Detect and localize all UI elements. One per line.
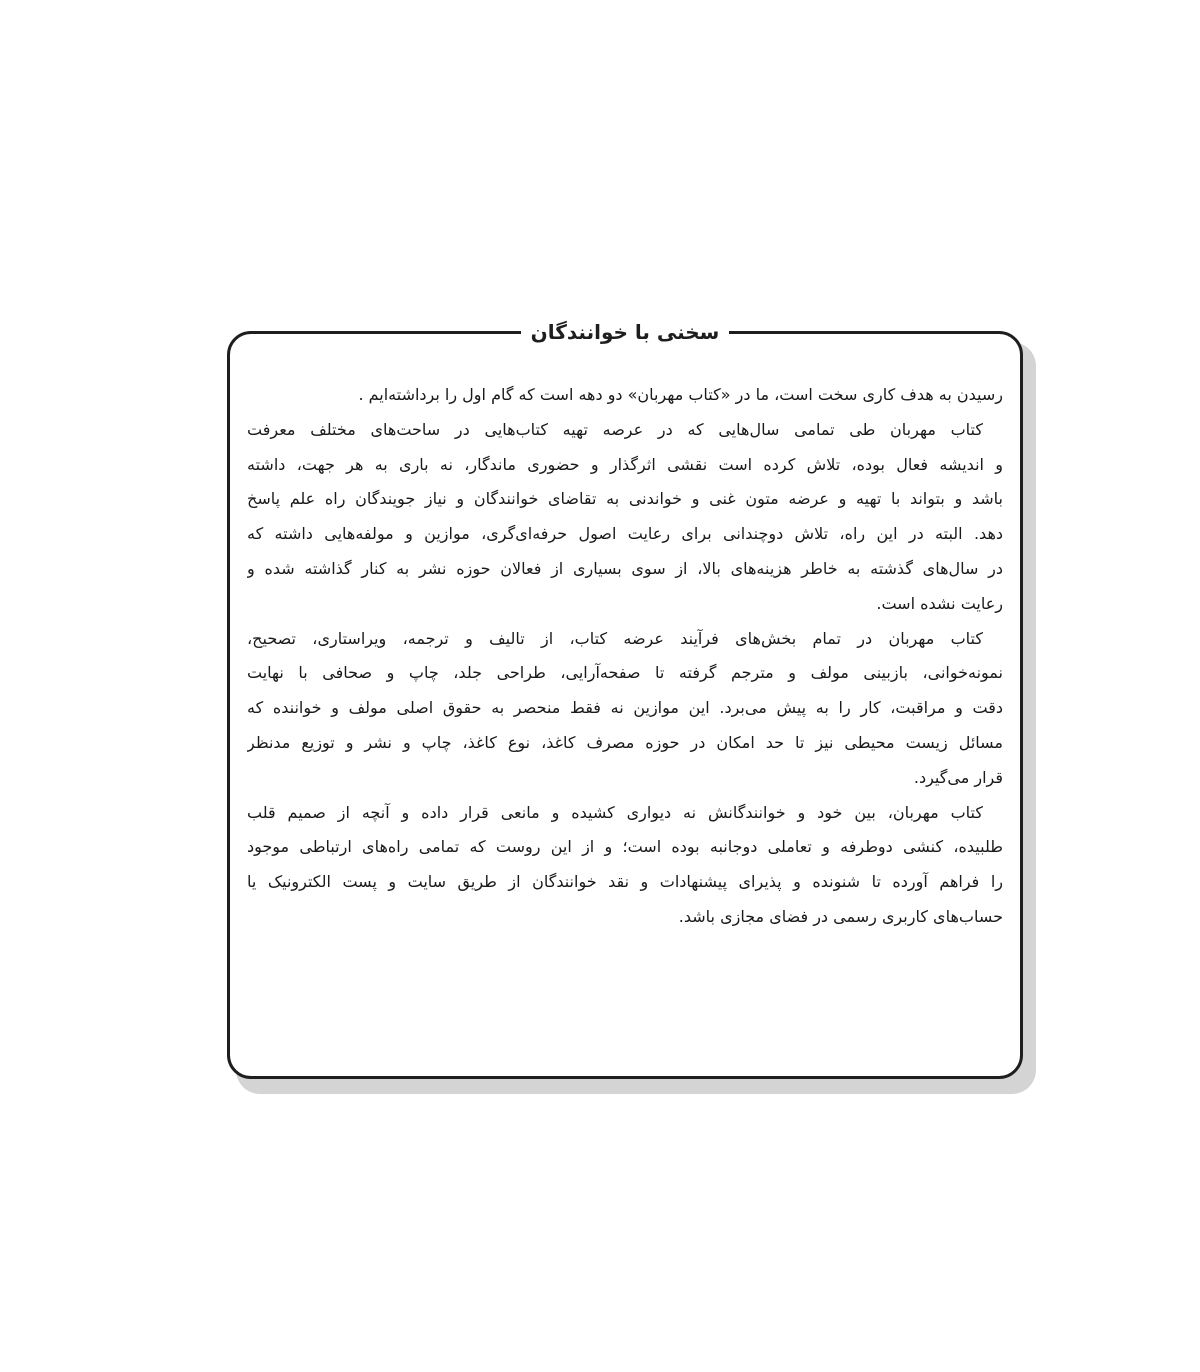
text-line: در سال‌های گذشته به خاطر هزینه‌های بالا، از سوی بسیاری از فعالان حوزه نشر به کنار گذاشته شده و xyxy=(247,558,1003,578)
text-line: دهد. البته در این راه، تلاش دوچندانی برای رعایت اصول حرفه‌ای‌گری، موازین و مولفه‌هایی داشته که xyxy=(247,524,1003,544)
text-line: دقت و مراقبت، کار را به پیش می‌برد. این موازین نه فقط منحصر به حقوق اصلی مولف و خواننده که xyxy=(247,698,1003,718)
text-line: مسائل زیست محیطی نیز تا حد امکان در حوزه مصرف کاغذ، نوع کاغذ، چاپ و نشر و توزیع مدنظر xyxy=(247,732,1003,752)
text-line: حساب‌های کاربری رسمی در فضای مجازی باشد. xyxy=(678,906,1003,926)
text-line: طلبیده، کنشی دوطرفه و تعاملی دوجانبه بوده است؛ و از این روست که تمامی راه‌های ارتباطی موجود xyxy=(247,837,1003,857)
text-line: کتاب مهربان طی تمامی سال‌هایی که در عرصه تهیه کتاب‌هایی در ساحت‌های مختلف معرفت xyxy=(247,419,983,439)
text-line: نمونه‌خوانی، بازبینی مولف و مترجم گرفته تا صفحه‌آرایی، طراحی جلد، چاپ و صحافی با نهایت xyxy=(247,663,1003,683)
text-line: رعایت نشده است. xyxy=(876,593,1003,613)
text-line: کتاب مهربان، بین خود و خوانندگانش نه دیواری کشیده و مانعی قرار داده و آنچه از صمیم قلب xyxy=(247,802,983,822)
body-text xyxy=(247,378,1003,935)
text-line: رسیدن به هدف کاری سخت است، ما در «کتاب مهربان» دو دهه است که گام اول را برداشته‌ایم . xyxy=(358,385,1003,404)
title-wrap xyxy=(230,317,1020,347)
text-line: قرار می‌گیرد. xyxy=(913,767,1003,787)
text-frame xyxy=(227,320,1023,1079)
text-line: باشد و بتواند با تهیه و عرضه متون غنی و خواندنی به تقاضای خوانندگان و نیاز جویندگان راه علم پاسخ xyxy=(247,489,1003,509)
frame-title: سخنی با خوانندگان xyxy=(521,317,730,347)
text-line: کتاب مهربان در تمام بخش‌های فرآیند عرضه کتاب، از تالیف و ترجمه، ویراستاری، تصحیح، xyxy=(247,628,983,648)
text-line: را فراهم آورده تا شنونده و پذیرای پیشنهادات و نقد خوانندگان از طریق سایت و پست الکترونیک یا xyxy=(247,872,1003,892)
text-line: و اندیشه فعال بوده، تلاش کرده است نقشی اثرگذار و حضوری ماندگار، نه باری به هر جهت، داشته xyxy=(247,454,1003,474)
